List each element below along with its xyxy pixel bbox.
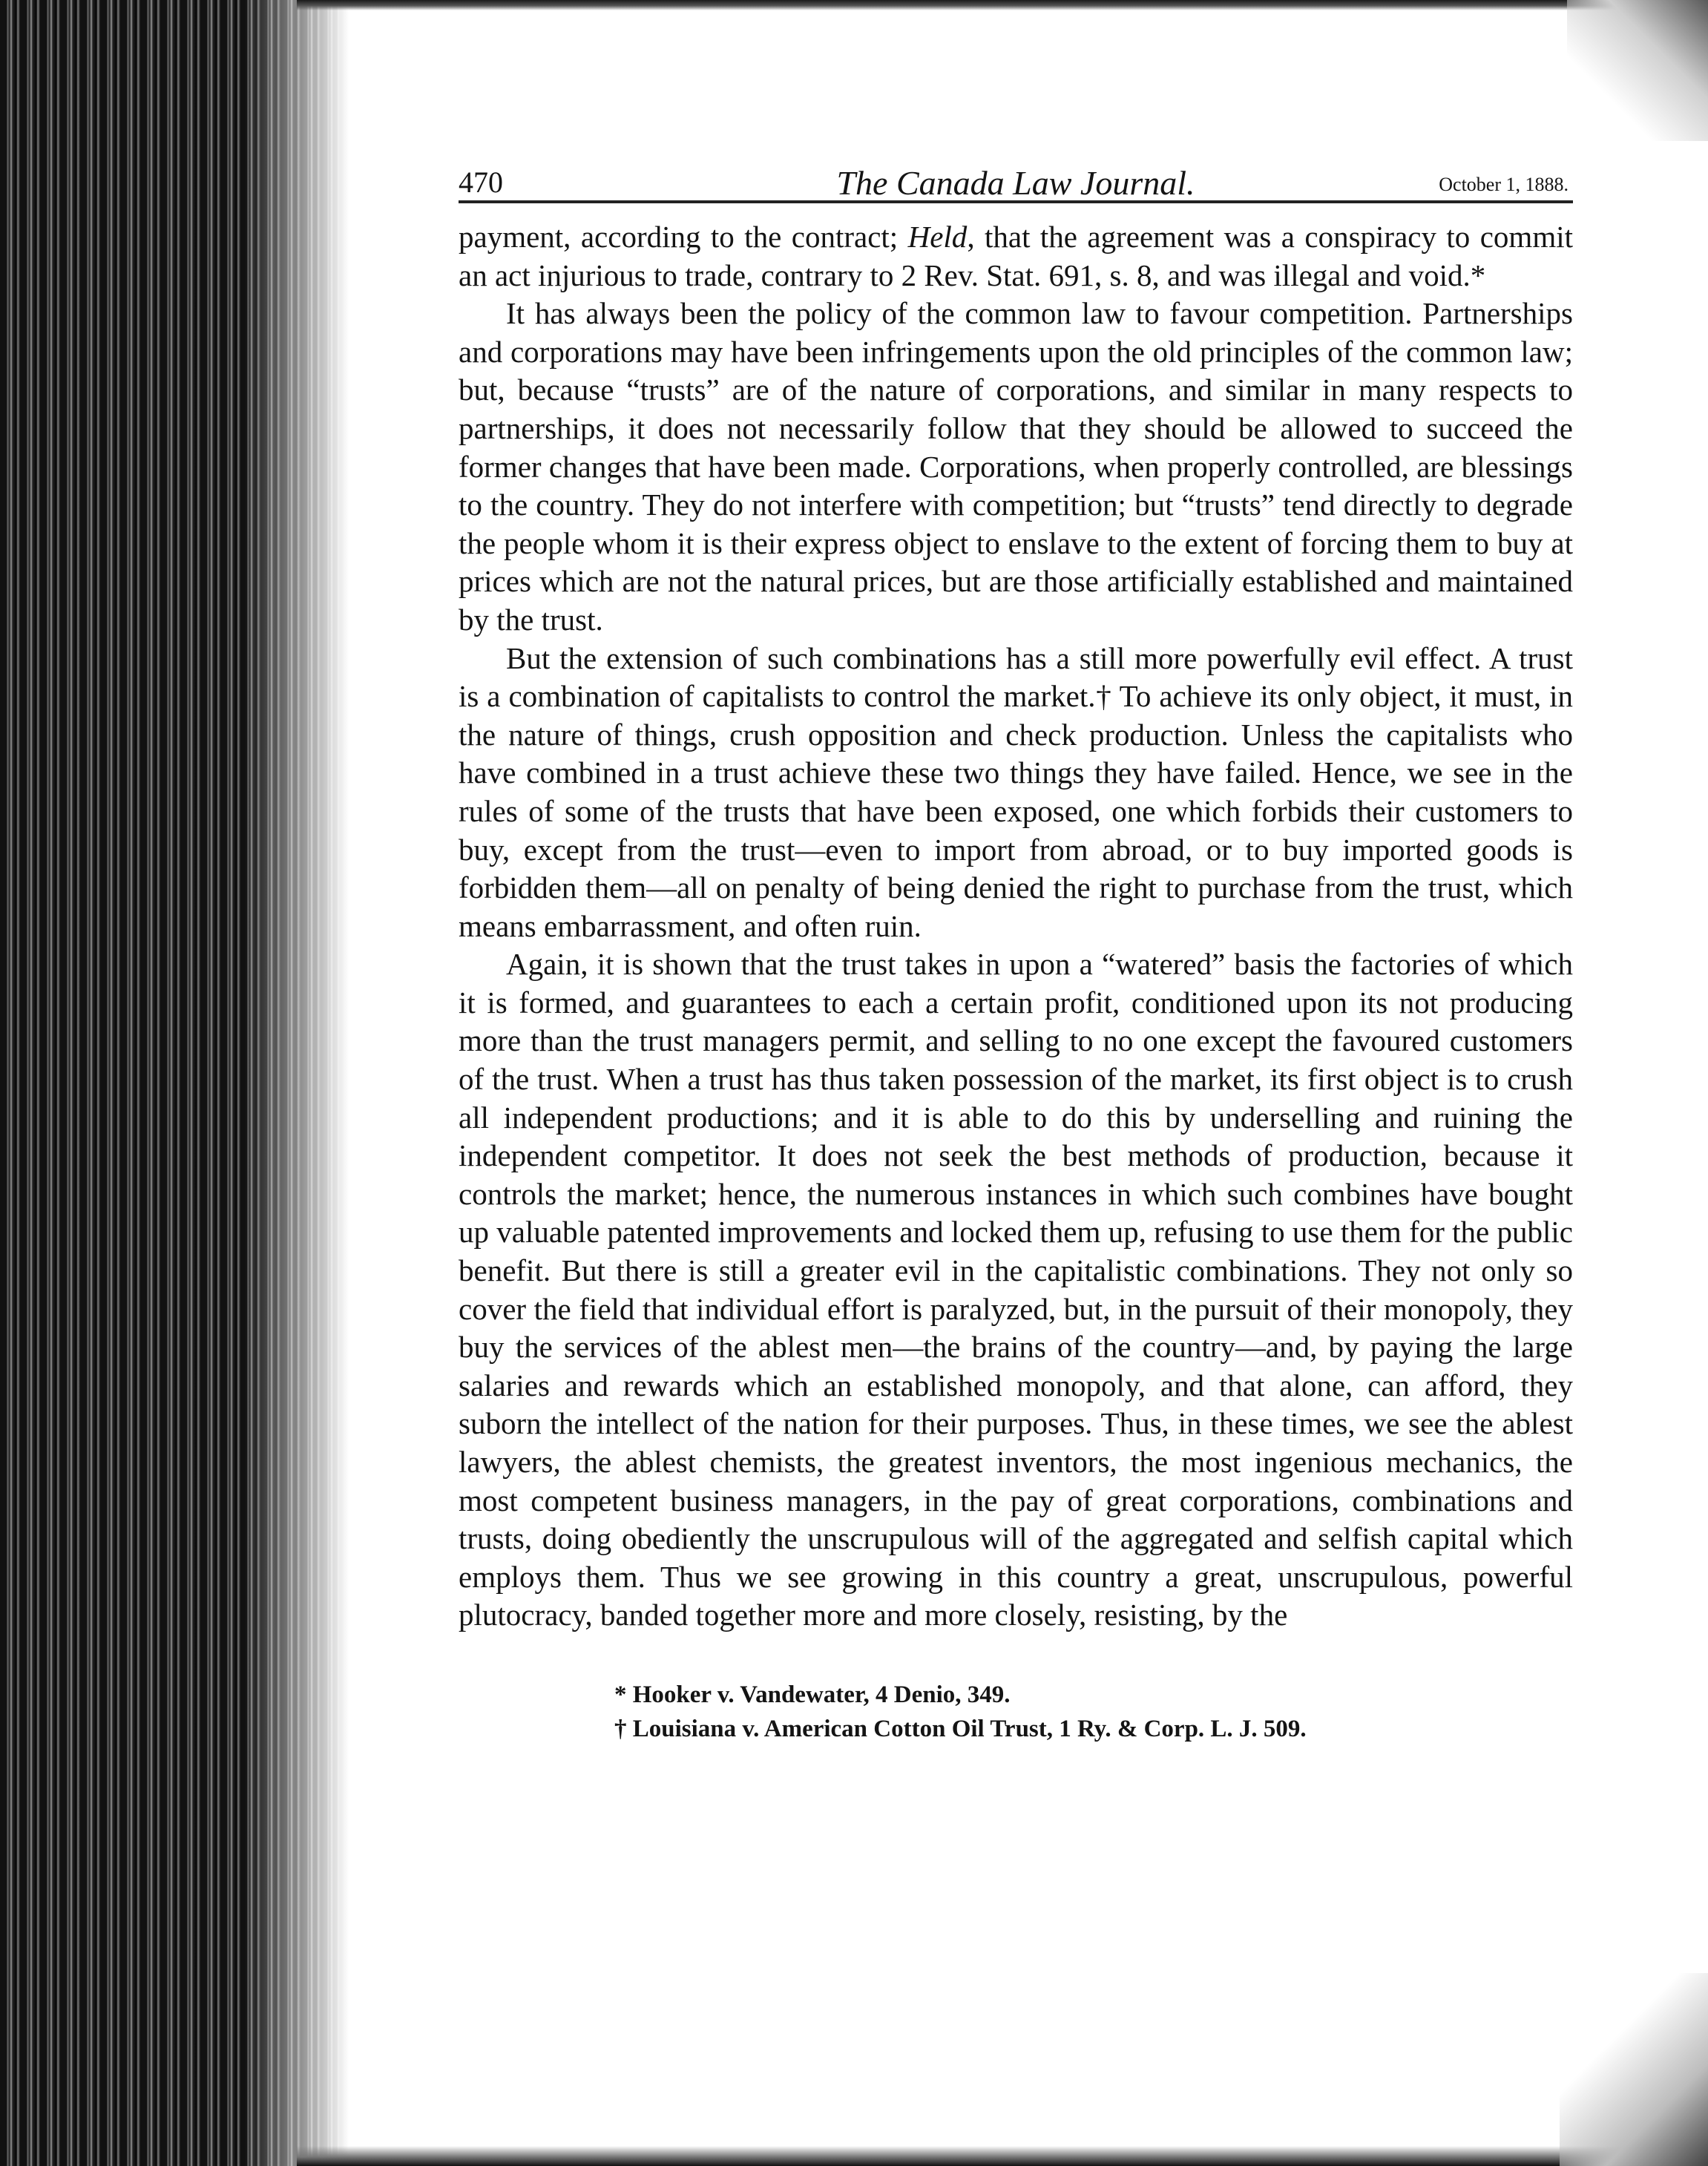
journal-page xyxy=(459,148,1573,1746)
paragraph xyxy=(459,218,1573,295)
paragraph xyxy=(459,640,1573,946)
scan-corner-bottom-right xyxy=(1560,1973,1708,2166)
journal-title: The Canada Law Journal. xyxy=(836,164,1195,202)
footnote: † Louisiana v. American Cotton Oil Trust, 1 Ry. & Corp. L. J. 509. xyxy=(614,1715,1307,1742)
footnotes xyxy=(459,1678,1573,1746)
running-header xyxy=(459,148,1573,203)
footnote: * Hooker v. Vandewater, 4 Denio, 349. xyxy=(614,1681,1011,1708)
paragraph xyxy=(459,945,1573,1635)
paragraph xyxy=(459,295,1573,639)
issue-date: October 1, 1888. xyxy=(1439,174,1569,195)
text-run: It has always been the policy of the common law to favour competition. Partnerships and corporations may have been infringements upon the old principles of the common law; but, because “trusts” are of the nature of corporations, and similar in many respects to partnerships, it does not necessarily follow that they should be allowed to succeed the former changes that have been made. Corporations, when properly controlled, are blessings to the country. They do not interfere with competition; but “trusts” tend directly to degrade the people whom it is their express object to enslave to the extent of forcing them to buy at prices which are not the natural prices, but are those artificially established and maintained by the trust. xyxy=(459,296,1573,637)
scan-top-edge xyxy=(297,0,1708,10)
scan-bottom-edge xyxy=(297,2146,1708,2166)
text-run: , that the agreement was a conspiracy to commit an act injurious to trade, contrary to 2 Rev. Stat. 691, s. 8, and was illegal and void.* xyxy=(459,220,1573,292)
scan-corner-top-right xyxy=(1567,0,1708,141)
binding-shadow xyxy=(245,0,349,2166)
text-run: payment, according to the contract; xyxy=(459,220,908,254)
text-run: Again, it is shown that the trust takes in upon a “watered” basis the factories of which it is formed, and guarantees to each a certain profit, conditioned upon its not producing more than the trust managers permit, and selling to no one except the favoured customers of the trust. When a trust has thus taken possession of the market, its first object is to crush all independent productions; and it is able to do this by underselling and ruining the independent competitor. It does not seek the best methods of production, because it controls the market; hence, the numerous instances in which such combines have bought up valuable patented improvements and locked them up, refusing to use them for the public benefit. But there is still a greater evil in the capitalistic combinations. They not only so cover the field that individual effort is paralyzed, but, in the pursuit of their monopoly, they buy the services of the ablest men—the brains of the country—and, by paying the large salaries and rewards which an established monopoly, and that alone, can afford, they suborn the intellect of the nation for their purposes. Thus, in these times, we see the ablest lawyers, the ablest chemists, the greatest inventors, the most ingenious mechanics, the most competent business managers, in the pay of great corporations, combinations and trusts, doing obediently the unscrupulous will of the aggregated and selfish capital which employs them. Thus we see growing in this country a great, unscrupulous, powerful plutocracy, banded together more and more closely, resisting, by the xyxy=(459,947,1573,1632)
article-body xyxy=(459,218,1573,1635)
text-run: But the extension of such combinations has a still more powerfully evil effect. A trust is a combination of capitalists to control the market.† To achieve its only object, it must, in the nature of things, crush opposition and check production. Unless the capitalists who have combined in a trust achieve these two things they have failed. Hence, we see in the rules of some of the trusts that have been exposed, one which forbids their customers to buy, except from the trust—even to import from abroad, or to buy imported goods is forbidden them—all on penalty of being denied the right to purchase from the trust, which means embarrassment, and often ruin. xyxy=(459,640,1573,943)
page-number: 470 xyxy=(459,165,503,199)
italic-text: Held xyxy=(907,220,968,254)
